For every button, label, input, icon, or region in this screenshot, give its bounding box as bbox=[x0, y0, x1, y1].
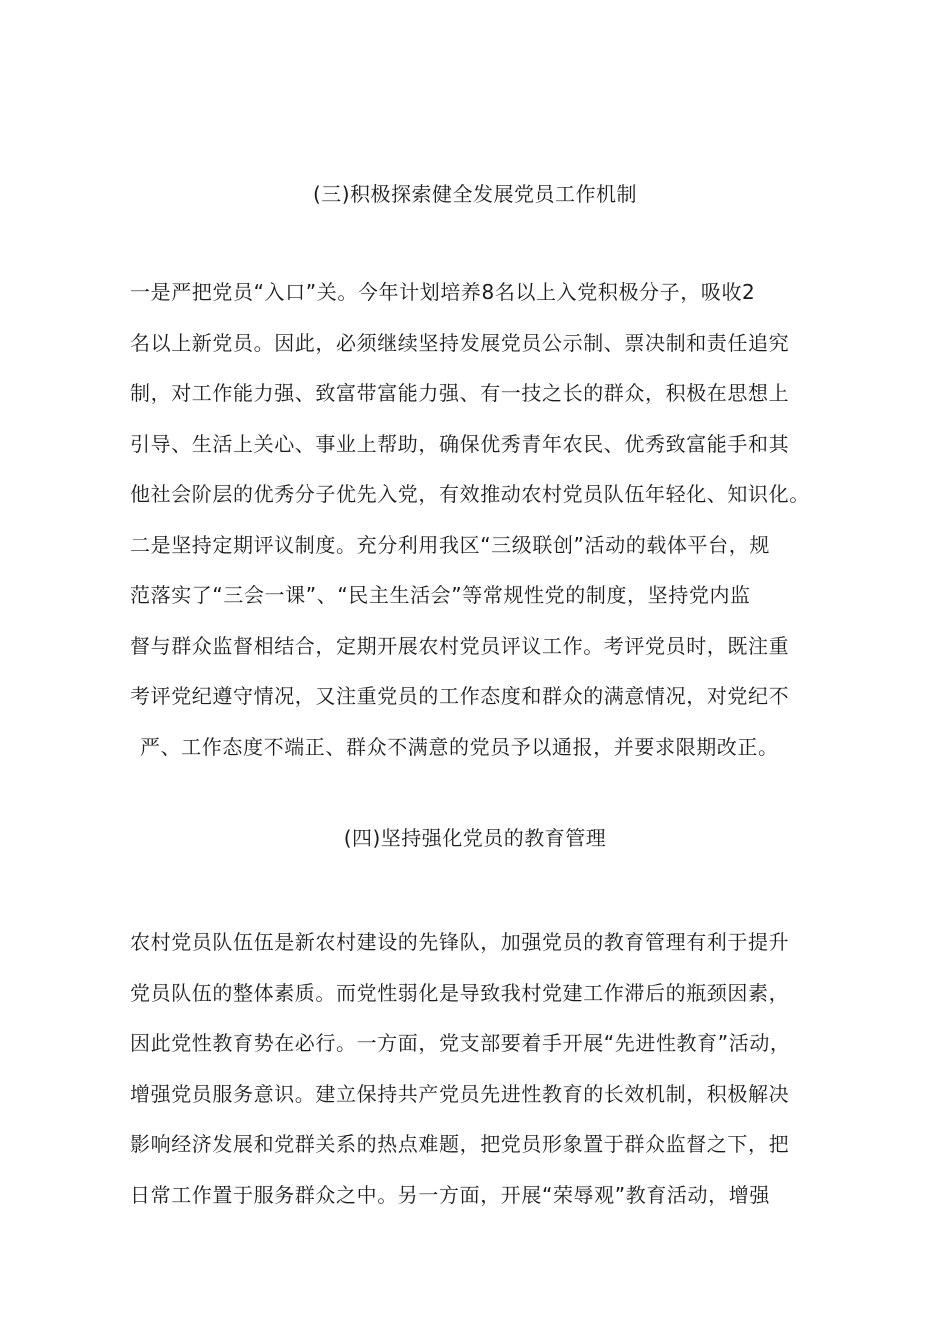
section-heading-3: (三)积极探索健全发展党员工作机制 bbox=[312, 182, 638, 206]
paragraph-line: 范落实了“三会一课”、“民主生活会”等常规性党的制度，坚持党内监 bbox=[130, 583, 751, 607]
paragraph-line: 督与群众监督相结合，定期开展农村党员评议工作。考评党员时，既注重 bbox=[130, 633, 790, 658]
paragraph-line: 二是坚持定期评议制度。充分利用我区“三级联创”活动的载体平台，规 bbox=[130, 532, 770, 557]
paragraph-line: 一是严把党员“入口”关。今年计划培养8名以上入党积极分子，吸收2 bbox=[130, 280, 756, 304]
paragraph-line: 党员队伍的整体素质。而党性弱化是导致我村党建工作滞后的瓶颈因素， bbox=[130, 980, 790, 1005]
paragraph-line: 农村党员队伍伍是新农村建设的先锋队，加强党员的教育管理有利于提升 bbox=[130, 930, 790, 954]
paragraph-line: 日常工作置于服务群众之中。另一方面，开展“荣辱观”教育活动，增强 bbox=[130, 1182, 770, 1207]
section-heading-4: (四)坚持强化党员的教育管理 bbox=[343, 826, 607, 850]
paragraph-line: 增强党员服务意识。建立保持共产党员先进性教育的长效机制，积极解决 bbox=[130, 1081, 790, 1106]
paragraph-line: 他社会阶层的优秀分子优先入党，有效推动农村党员队伍年轻化、知识化。 bbox=[130, 482, 810, 506]
section-4-body bbox=[130, 928, 870, 1231]
paragraph-line: 制，对工作能力强、致富带富能力强、有一技之长的群众，积极在思想上 bbox=[130, 381, 790, 405]
section-3-body bbox=[130, 278, 870, 783]
paragraph-line: 因此党性教育势在必行。一方面，党支部要着手开展“先进性教育”活动， bbox=[130, 1031, 791, 1055]
paragraph-line: 影响经济发展和党群关系的热点难题，把党员形象置于群众监督之下，把 bbox=[130, 1132, 790, 1156]
paragraph-line: 名以上新党员。因此，必须继续坚持发展党员公示制、票决制和责任追究 bbox=[130, 330, 790, 355]
paragraph-line: 考评党纪遵守情况，又注重党员的工作态度和群众的满意情况，对党纪不 bbox=[130, 684, 790, 708]
paragraph-line: 引导、生活上关心、事业上帮助，确保优秀青年农民、优秀致富能手和其 bbox=[130, 431, 790, 456]
paragraph-line: 严、工作态度不端正、群众不满意的党员予以通报，并要求限期改正。 bbox=[140, 734, 779, 759]
